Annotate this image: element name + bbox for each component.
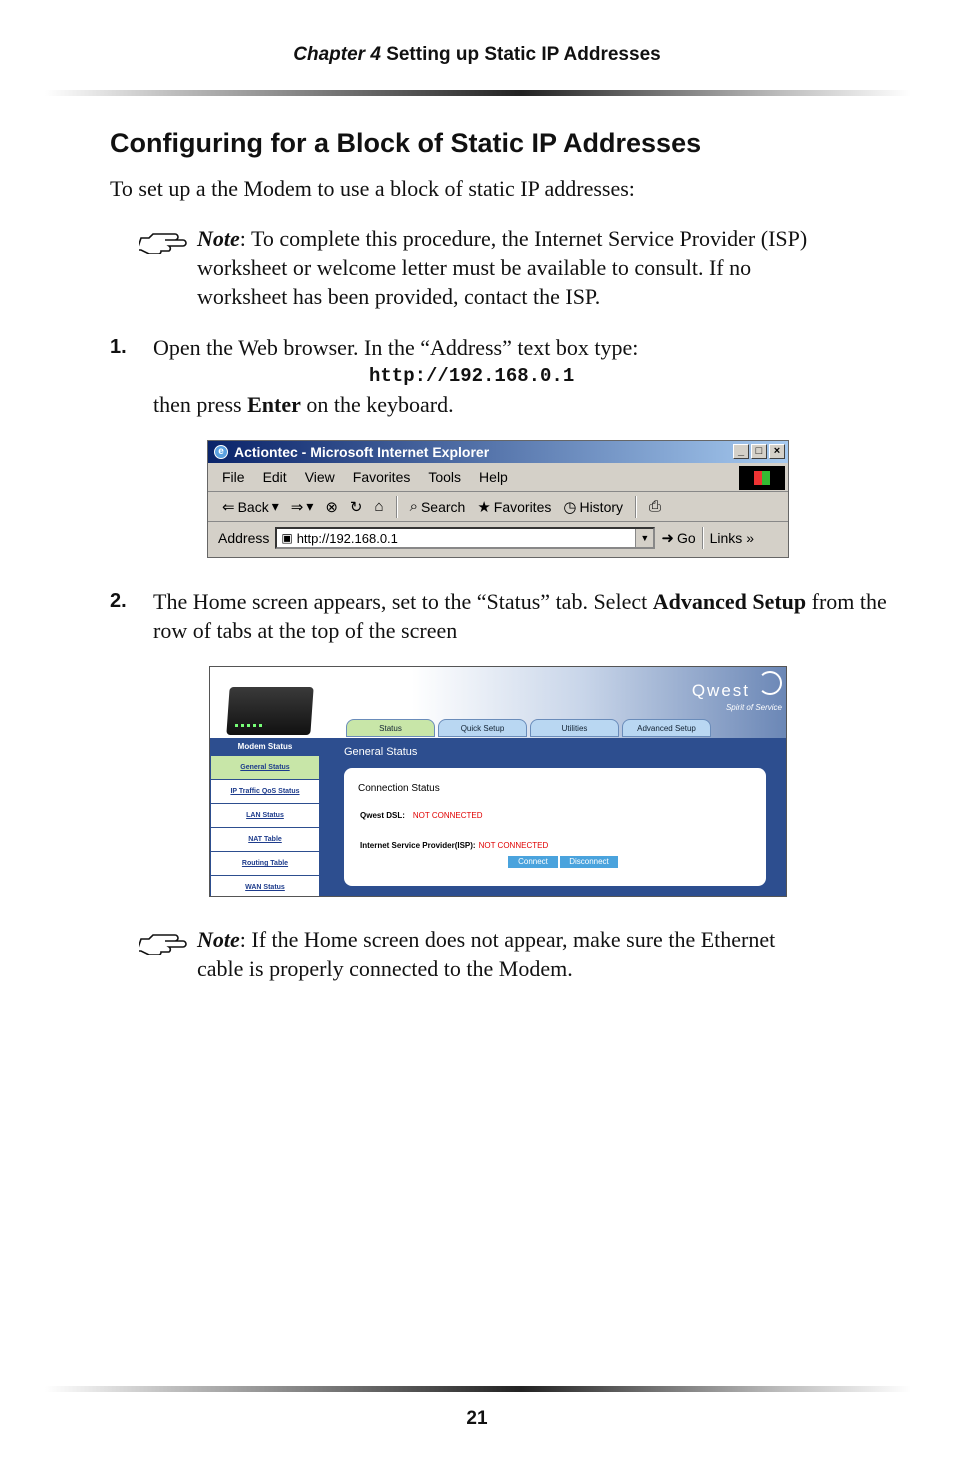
sidebar-item-general-status[interactable]: General Status xyxy=(211,756,319,780)
header-rule xyxy=(45,90,911,96)
go-button[interactable] xyxy=(661,529,695,547)
sidebar-heading: Modem Status xyxy=(237,742,293,751)
dsl-status-row xyxy=(360,811,483,820)
pointing-hand-icon xyxy=(139,226,191,254)
address-bar xyxy=(208,522,788,554)
sidebar-item-nat-table[interactable]: NAT Table xyxy=(211,828,319,852)
url-text: http://192.168.0.1 xyxy=(369,365,575,387)
browser-toolbar xyxy=(208,492,788,522)
toolbar-separator xyxy=(396,496,398,518)
chevron-right-icon: » xyxy=(746,530,754,546)
tab-status[interactable]: Status xyxy=(346,719,435,737)
dropdown-icon: ▾ xyxy=(271,498,279,514)
sidebar-item-lan-status[interactable]: LAN Status xyxy=(211,804,319,828)
footer-rule xyxy=(45,1386,911,1392)
tagline: Spirit of Service xyxy=(725,703,782,712)
chapter-title: Setting up Static IP Addresses xyxy=(386,44,661,65)
address-dropdown-icon[interactable]: ▼ xyxy=(635,529,653,547)
links-button[interactable] xyxy=(710,530,754,546)
toolbar-separator xyxy=(635,496,637,518)
stop-icon[interactable]: ⊗ xyxy=(325,498,338,516)
browser-title-bar xyxy=(208,441,788,463)
qwest-swoosh-icon xyxy=(758,671,782,695)
menu-favorites[interactable]: Favorites xyxy=(352,469,411,485)
note-text: : To complete this procedure, the Internet Service Provider (ISP) worksheet or welcome letter must be available to consult. If no worksheet has been provided, contact the ISP. xyxy=(197,226,808,309)
pointing-hand-icon xyxy=(139,927,191,955)
step-text-pre: The Home screen appears, set to the “Status” tab. Select xyxy=(153,589,653,614)
browser-screenshot xyxy=(207,440,789,558)
back-button[interactable] xyxy=(222,498,279,516)
panel-title: Connection Status xyxy=(358,783,440,794)
refresh-icon[interactable]: ↻ xyxy=(349,498,363,516)
step-2 xyxy=(110,587,900,645)
close-button[interactable]: × xyxy=(769,444,785,459)
menu-view[interactable]: View xyxy=(304,469,335,485)
menu-bar xyxy=(208,463,788,492)
step-text: Open the Web browser. In the “Address” text box type: xyxy=(153,335,639,360)
running-header xyxy=(0,44,954,66)
minimize-button[interactable]: _ xyxy=(733,444,749,459)
note-text: : If the Home screen does not appear, make sure the Ethernet cable is properly connected to the Modem. xyxy=(197,927,776,981)
back-arrow-icon: ⇐ xyxy=(222,498,235,516)
address-input[interactable] xyxy=(275,527,655,549)
tab-row xyxy=(346,719,711,737)
tab-quick-setup[interactable]: Quick Setup xyxy=(438,719,527,737)
search-icon: ⌕ xyxy=(409,498,418,515)
forward-button[interactable] xyxy=(291,498,314,516)
step-number: 2. xyxy=(110,590,127,612)
modem-image xyxy=(226,687,313,735)
dsl-status-value: NOT CONNECTED xyxy=(412,811,483,820)
links-label: Links xyxy=(709,530,743,546)
page-heading: General Status xyxy=(344,746,418,758)
favorites-label: Favorites xyxy=(493,498,552,515)
connect-button[interactable]: Connect xyxy=(508,856,558,868)
step-1 xyxy=(110,333,900,419)
go-arrow-icon: ➜ xyxy=(661,530,674,547)
isp-status-value: NOT CONNECTED xyxy=(478,841,549,850)
ie-logo-icon: e xyxy=(214,445,228,459)
intro-paragraph: To set up a the Modem to use a block of static IP addresses: xyxy=(110,176,635,201)
dsl-label: Qwest DSL: xyxy=(360,811,405,820)
page-number: 21 xyxy=(466,1408,488,1429)
page-icon: ▣ xyxy=(281,531,293,545)
menu-file[interactable]: File xyxy=(222,469,245,485)
sidebar-item-ip-traffic-qos-status[interactable]: IP Traffic QoS Status xyxy=(211,780,319,804)
disconnect-button[interactable]: Disconnect xyxy=(560,856,618,868)
home-icon[interactable]: ⌂ xyxy=(374,498,384,515)
forward-arrow-icon: ⇒ xyxy=(290,498,304,516)
maximize-button[interactable]: □ xyxy=(751,444,767,459)
menu-tools[interactable]: Tools xyxy=(428,469,462,485)
sidebar-item-wan-status[interactable]: WAN Status xyxy=(211,876,319,897)
step-after-pre: then press xyxy=(153,392,248,417)
main-content xyxy=(320,738,786,896)
address-label: Address xyxy=(218,530,270,546)
enter-key-label: Enter xyxy=(247,392,301,417)
history-label: History xyxy=(579,498,624,515)
sidebar xyxy=(210,738,320,897)
connection-buttons xyxy=(508,856,618,868)
back-label: Back xyxy=(237,498,269,515)
favorites-icon: ★ xyxy=(477,498,491,516)
history-button[interactable] xyxy=(563,498,623,516)
step-number: 1. xyxy=(110,336,127,358)
address-value: http://192.168.0.1 xyxy=(296,530,398,546)
go-label: Go xyxy=(676,530,696,546)
menu-edit[interactable]: Edit xyxy=(262,469,287,485)
browser-title: Actiontec - Microsoft Internet Explorer xyxy=(234,444,490,460)
sidebar-item-routing-table[interactable]: Routing Table xyxy=(211,852,319,876)
modem-ui-screenshot xyxy=(209,666,787,897)
isp-status-row xyxy=(360,841,548,850)
note-label: Note xyxy=(197,927,240,952)
step-after-post: on the keyboard. xyxy=(300,392,454,417)
dropdown-icon: ▾ xyxy=(306,498,314,514)
toolbar-separator xyxy=(702,527,704,549)
note-label: Note xyxy=(197,226,240,251)
tab-utilities[interactable]: Utilities xyxy=(530,719,619,737)
section-title: Configuring for a Block of Static IP Addresses xyxy=(110,128,702,158)
favorites-button[interactable] xyxy=(477,498,551,516)
isp-label: Internet Service Provider(ISP): xyxy=(360,841,476,850)
search-button[interactable] xyxy=(410,498,466,515)
history-icon: ◷ xyxy=(563,498,577,516)
windows-logo-icon xyxy=(739,466,785,490)
menu-help[interactable]: Help xyxy=(479,469,508,485)
advanced-setup-label: Advanced Setup xyxy=(652,589,807,614)
step-text-post: from the row of tabs at the top of the screen xyxy=(153,589,887,643)
qwest-logo: Qwest xyxy=(691,681,750,700)
search-label: Search xyxy=(420,498,466,515)
note-callout xyxy=(139,224,819,311)
tab-advanced-setup[interactable]: Advanced Setup xyxy=(622,719,711,737)
chapter-label: Chapter 4 xyxy=(293,44,381,65)
print-icon[interactable]: ⎙ xyxy=(649,498,662,515)
note-callout xyxy=(139,925,819,983)
connection-status-panel xyxy=(344,768,766,886)
